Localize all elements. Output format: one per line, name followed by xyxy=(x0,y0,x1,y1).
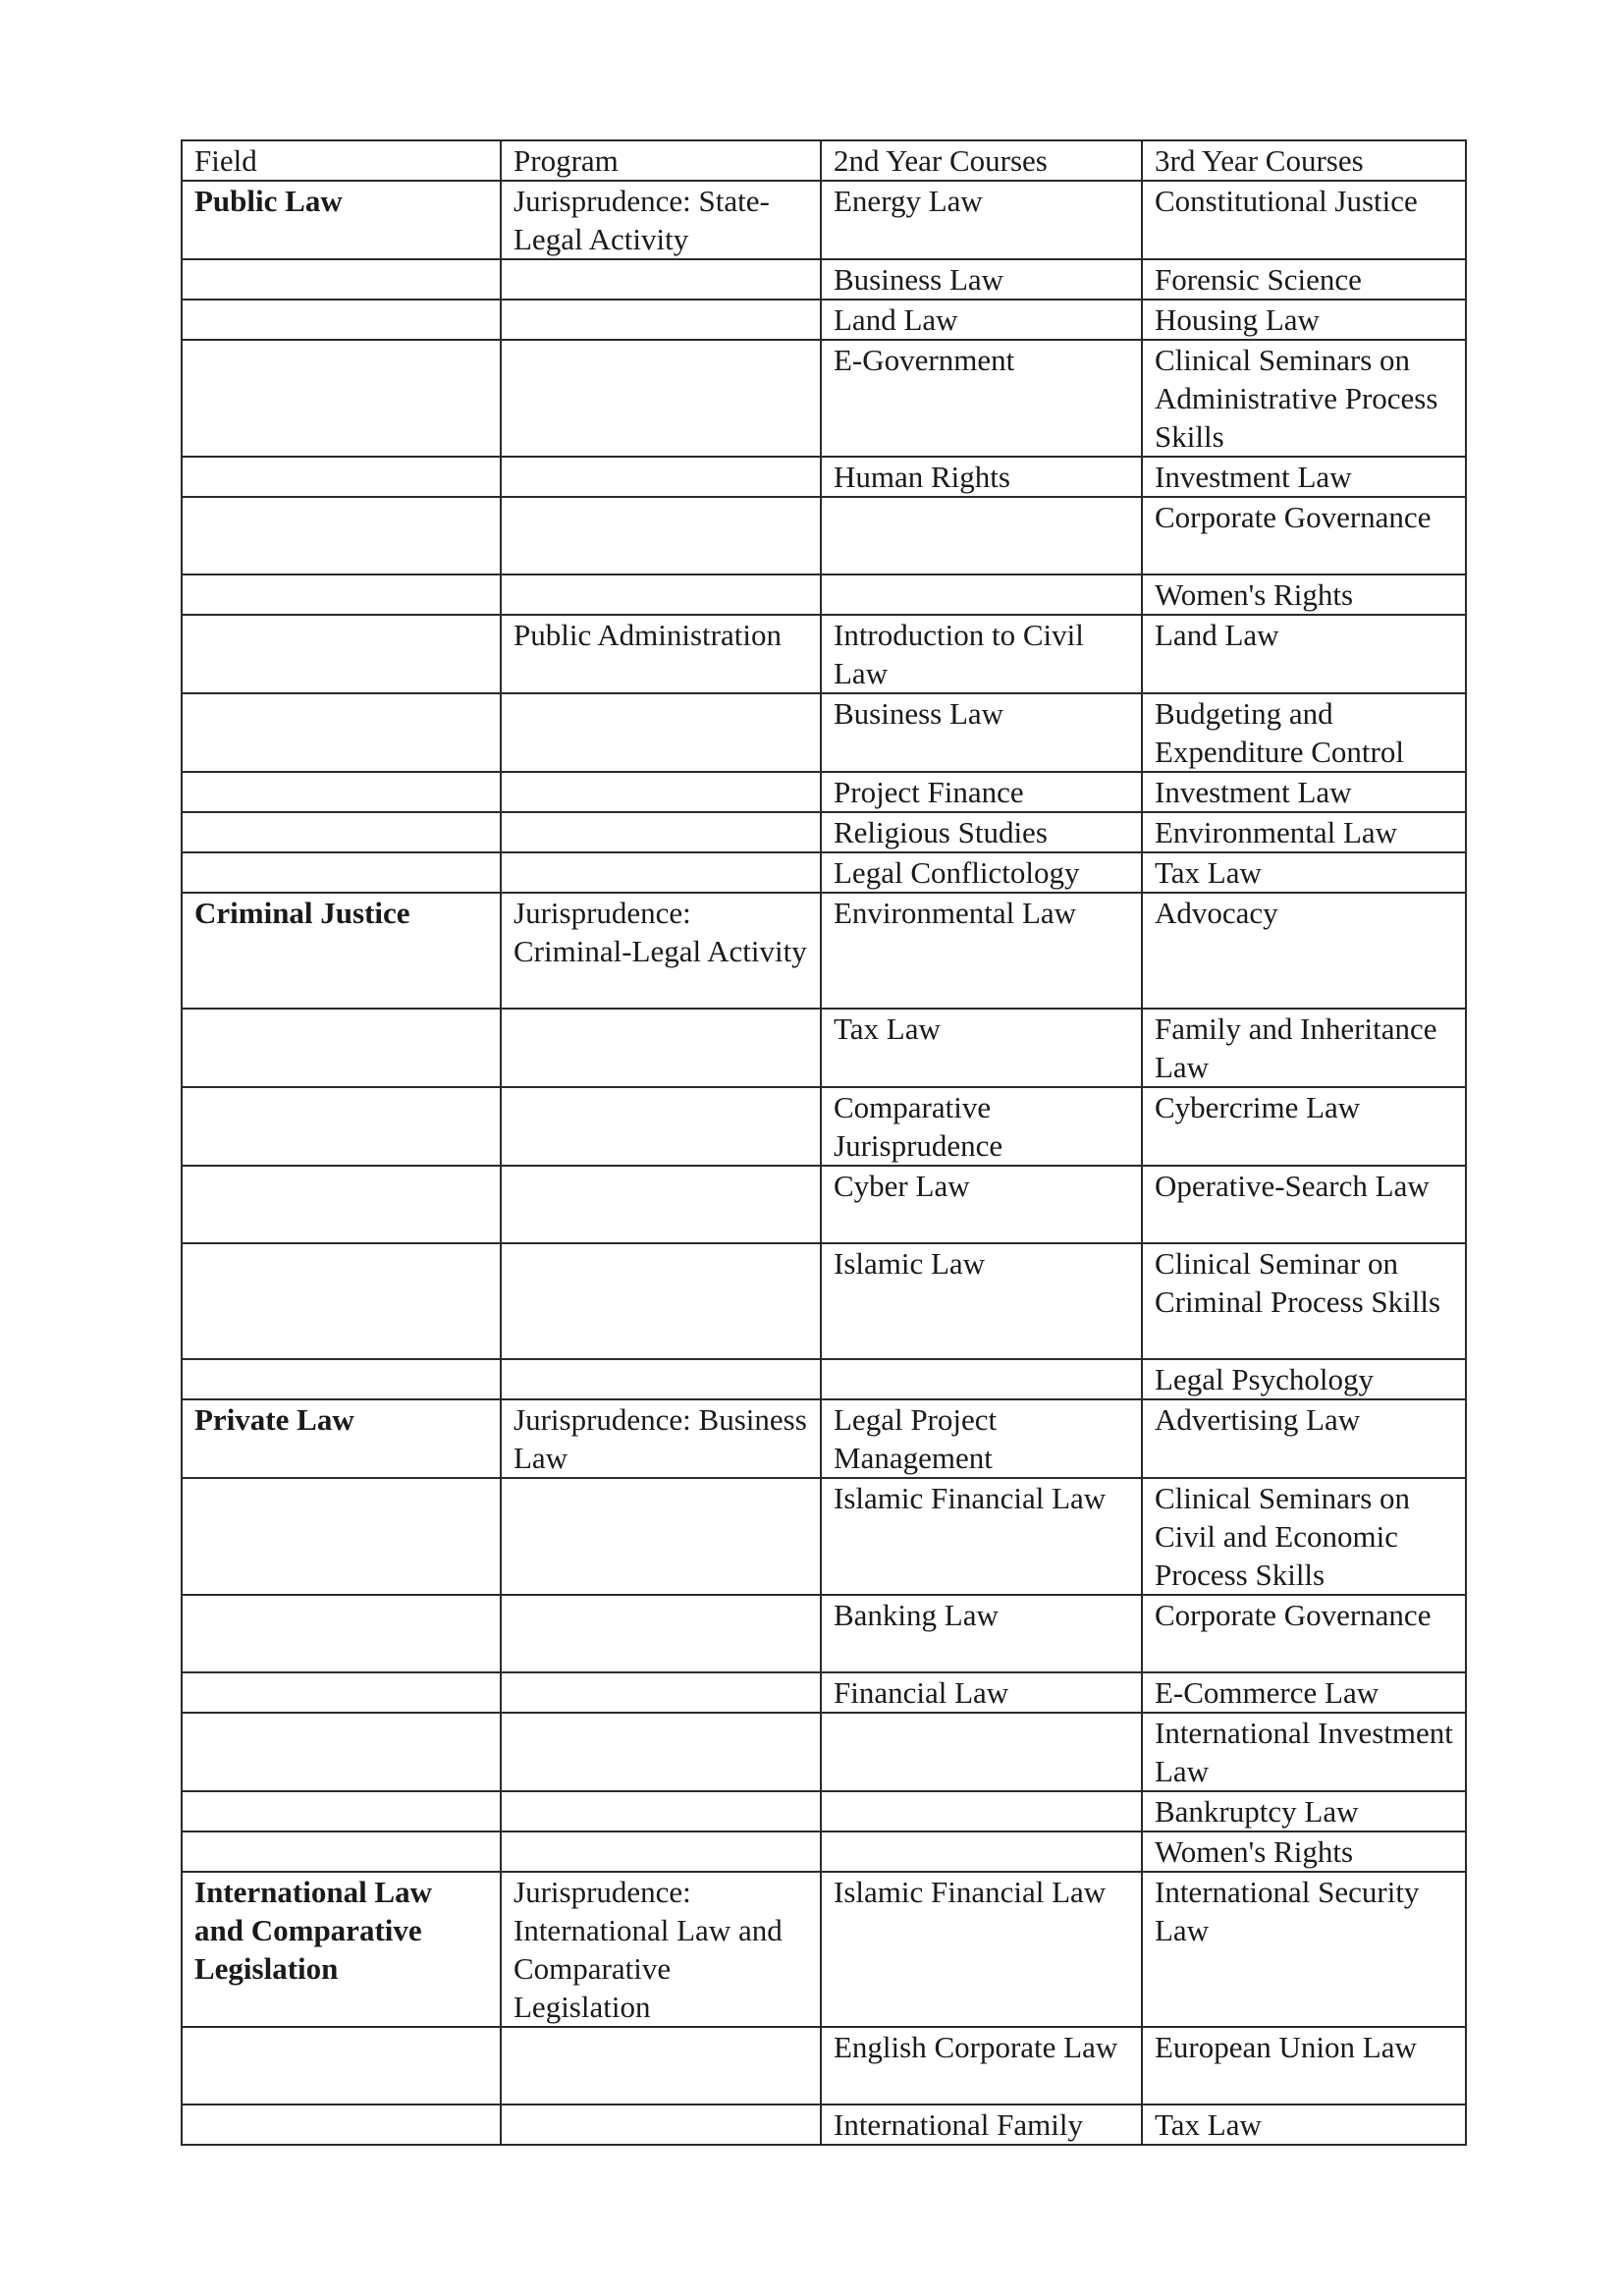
cell-field xyxy=(182,1595,501,1672)
header-field: Field xyxy=(182,140,501,181)
cell-3rd-year-course: Tax Law xyxy=(1142,2105,1466,2145)
cell-2nd-year-course: Introduction to Civil Law xyxy=(821,615,1142,693)
course-table xyxy=(181,139,1467,2146)
cell-field: Criminal Justice xyxy=(182,893,501,1009)
cell-3rd-year-course: Cybercrime Law xyxy=(1142,1087,1466,1166)
cell-program xyxy=(501,1243,821,1359)
cell-field xyxy=(182,259,501,300)
cell-2nd-year-course: Energy Law xyxy=(821,181,1142,259)
cell-3rd-year-course: Clinical Seminar on Criminal Process Skills xyxy=(1142,1243,1466,1359)
cell-2nd-year-course: Land Law xyxy=(821,300,1142,340)
table-row xyxy=(182,1713,1466,1791)
cell-2nd-year-course xyxy=(821,574,1142,615)
table-row xyxy=(182,893,1466,1009)
table-row xyxy=(182,1359,1466,1399)
cell-program: Jurisprudence: State-Legal Activity xyxy=(501,181,821,259)
cell-3rd-year-course: Housing Law xyxy=(1142,300,1466,340)
cell-field: Private Law xyxy=(182,1399,501,1478)
table-row xyxy=(182,497,1466,574)
cell-3rd-year-course: Family and Inheritance Law xyxy=(1142,1009,1466,1087)
table-row xyxy=(182,340,1466,457)
cell-field xyxy=(182,457,501,497)
table-row xyxy=(182,457,1466,497)
cell-3rd-year-course: International Security Law xyxy=(1142,1872,1466,2027)
table-row xyxy=(182,259,1466,300)
table-row xyxy=(182,1009,1466,1087)
cell-2nd-year-course: English Corporate Law xyxy=(821,2027,1142,2105)
cell-3rd-year-course: Tax Law xyxy=(1142,852,1466,893)
cell-2nd-year-course: Religious Studies xyxy=(821,812,1142,852)
cell-3rd-year-course: E-Commerce Law xyxy=(1142,1672,1466,1713)
cell-field xyxy=(182,1478,501,1595)
cell-field xyxy=(182,1166,501,1243)
table-row xyxy=(182,2027,1466,2105)
cell-program xyxy=(501,1672,821,1713)
cell-2nd-year-course xyxy=(821,1791,1142,1831)
cell-2nd-year-course xyxy=(821,1713,1142,1791)
header-program: Program xyxy=(501,140,821,181)
table-row xyxy=(182,2105,1466,2145)
cell-field xyxy=(182,812,501,852)
cell-program xyxy=(501,1791,821,1831)
cell-3rd-year-course: Land Law xyxy=(1142,615,1466,693)
cell-3rd-year-course: Corporate Governance xyxy=(1142,497,1466,574)
cell-3rd-year-course: Budgeting and Expenditure Control xyxy=(1142,693,1466,772)
cell-3rd-year-course: Forensic Science xyxy=(1142,259,1466,300)
cell-program xyxy=(501,1831,821,1872)
table-row xyxy=(182,1399,1466,1478)
cell-3rd-year-course: Operative-Search Law xyxy=(1142,1166,1466,1243)
cell-field xyxy=(182,1243,501,1359)
cell-3rd-year-course: Environmental Law xyxy=(1142,812,1466,852)
cell-program xyxy=(501,1595,821,1672)
cell-program xyxy=(501,1166,821,1243)
cell-3rd-year-course: Legal Psychology xyxy=(1142,1359,1466,1399)
cell-2nd-year-course: Legal Conflictology xyxy=(821,852,1142,893)
cell-2nd-year-course xyxy=(821,1359,1142,1399)
cell-2nd-year-course: Cyber Law xyxy=(821,1166,1142,1243)
table-row xyxy=(182,852,1466,893)
cell-2nd-year-course xyxy=(821,497,1142,574)
cell-field xyxy=(182,1087,501,1166)
cell-field xyxy=(182,1359,501,1399)
cell-program xyxy=(501,693,821,772)
cell-2nd-year-course: International Family xyxy=(821,2105,1142,2145)
cell-program xyxy=(501,1478,821,1595)
cell-program xyxy=(501,340,821,457)
table-row xyxy=(182,300,1466,340)
cell-program xyxy=(501,497,821,574)
cell-program xyxy=(501,457,821,497)
header-3rd-year-courses: 3rd Year Courses xyxy=(1142,140,1466,181)
cell-field xyxy=(182,615,501,693)
cell-3rd-year-course: Advertising Law xyxy=(1142,1399,1466,1478)
cell-2nd-year-course: Business Law xyxy=(821,259,1142,300)
cell-field xyxy=(182,2027,501,2105)
cell-2nd-year-course: Human Rights xyxy=(821,457,1142,497)
cell-2nd-year-course: Business Law xyxy=(821,693,1142,772)
cell-program xyxy=(501,1087,821,1166)
cell-field xyxy=(182,340,501,457)
cell-program xyxy=(501,574,821,615)
cell-3rd-year-course: Women's Rights xyxy=(1142,574,1466,615)
table-body xyxy=(182,181,1466,2145)
cell-program xyxy=(501,1009,821,1087)
cell-program: Jurisprudence: Business Law xyxy=(501,1399,821,1478)
table-row xyxy=(182,812,1466,852)
table-row xyxy=(182,772,1466,812)
cell-program: Jurisprudence: Criminal-Legal Activity xyxy=(501,893,821,1009)
cell-program xyxy=(501,812,821,852)
cell-program xyxy=(501,1359,821,1399)
header-2nd-year-courses: 2nd Year Courses xyxy=(821,140,1142,181)
cell-field xyxy=(182,693,501,772)
cell-2nd-year-course: Project Finance xyxy=(821,772,1142,812)
cell-2nd-year-course: Islamic Law xyxy=(821,1243,1142,1359)
table-row xyxy=(182,1595,1466,1672)
cell-2nd-year-course: Islamic Financial Law xyxy=(821,1478,1142,1595)
table-row xyxy=(182,1831,1466,1872)
table-row xyxy=(182,1166,1466,1243)
table-row xyxy=(182,615,1466,693)
cell-2nd-year-course xyxy=(821,1831,1142,1872)
cell-field xyxy=(182,1831,501,1872)
table-row xyxy=(182,181,1466,259)
table-row xyxy=(182,693,1466,772)
table-row xyxy=(182,1872,1466,2027)
cell-2nd-year-course: Islamic Financial Law xyxy=(821,1872,1142,2027)
cell-field: Public Law xyxy=(182,181,501,259)
cell-2nd-year-course: Financial Law xyxy=(821,1672,1142,1713)
cell-program xyxy=(501,300,821,340)
cell-program xyxy=(501,772,821,812)
table-row xyxy=(182,1243,1466,1359)
cell-field xyxy=(182,852,501,893)
table-row xyxy=(182,1672,1466,1713)
cell-field: International Law and Comparative Legislation xyxy=(182,1872,501,2027)
cell-3rd-year-course: Investment Law xyxy=(1142,457,1466,497)
cell-field xyxy=(182,1009,501,1087)
cell-3rd-year-course: Advocacy xyxy=(1142,893,1466,1009)
cell-program xyxy=(501,2027,821,2105)
cell-field xyxy=(182,574,501,615)
table-row xyxy=(182,1478,1466,1595)
cell-2nd-year-course: Tax Law xyxy=(821,1009,1142,1087)
cell-field xyxy=(182,1791,501,1831)
cell-field xyxy=(182,497,501,574)
cell-program xyxy=(501,852,821,893)
table-header-row xyxy=(182,140,1466,181)
cell-3rd-year-course: Investment Law xyxy=(1142,772,1466,812)
cell-3rd-year-course: International Investment Law xyxy=(1142,1713,1466,1791)
cell-3rd-year-course: Corporate Governance xyxy=(1142,1595,1466,1672)
cell-3rd-year-course: European Union Law xyxy=(1142,2027,1466,2105)
cell-program xyxy=(501,1713,821,1791)
cell-program xyxy=(501,2105,821,2145)
cell-2nd-year-course: Legal Project Management xyxy=(821,1399,1142,1478)
cell-program: Public Administration xyxy=(501,615,821,693)
cell-field xyxy=(182,1672,501,1713)
cell-program xyxy=(501,259,821,300)
cell-2nd-year-course: Banking Law xyxy=(821,1595,1142,1672)
cell-2nd-year-course: Environmental Law xyxy=(821,893,1142,1009)
cell-2nd-year-course: E-Government xyxy=(821,340,1142,457)
cell-3rd-year-course: Women's Rights xyxy=(1142,1831,1466,1872)
cell-3rd-year-course: Clinical Seminars on Administrative Process Skills xyxy=(1142,340,1466,457)
cell-program: Jurisprudence: International Law and Comparative Legislation xyxy=(501,1872,821,2027)
cell-2nd-year-course: Comparative Jurisprudence xyxy=(821,1087,1142,1166)
cell-field xyxy=(182,300,501,340)
table-row xyxy=(182,574,1466,615)
cell-field xyxy=(182,1713,501,1791)
table-row xyxy=(182,1791,1466,1831)
cell-field xyxy=(182,2105,501,2145)
cell-field xyxy=(182,772,501,812)
cell-3rd-year-course: Constitutional Justice xyxy=(1142,181,1466,259)
cell-3rd-year-course: Bankruptcy Law xyxy=(1142,1791,1466,1831)
cell-3rd-year-course: Clinical Seminars on Civil and Economic Process Skills xyxy=(1142,1478,1466,1595)
table-row xyxy=(182,1087,1466,1166)
